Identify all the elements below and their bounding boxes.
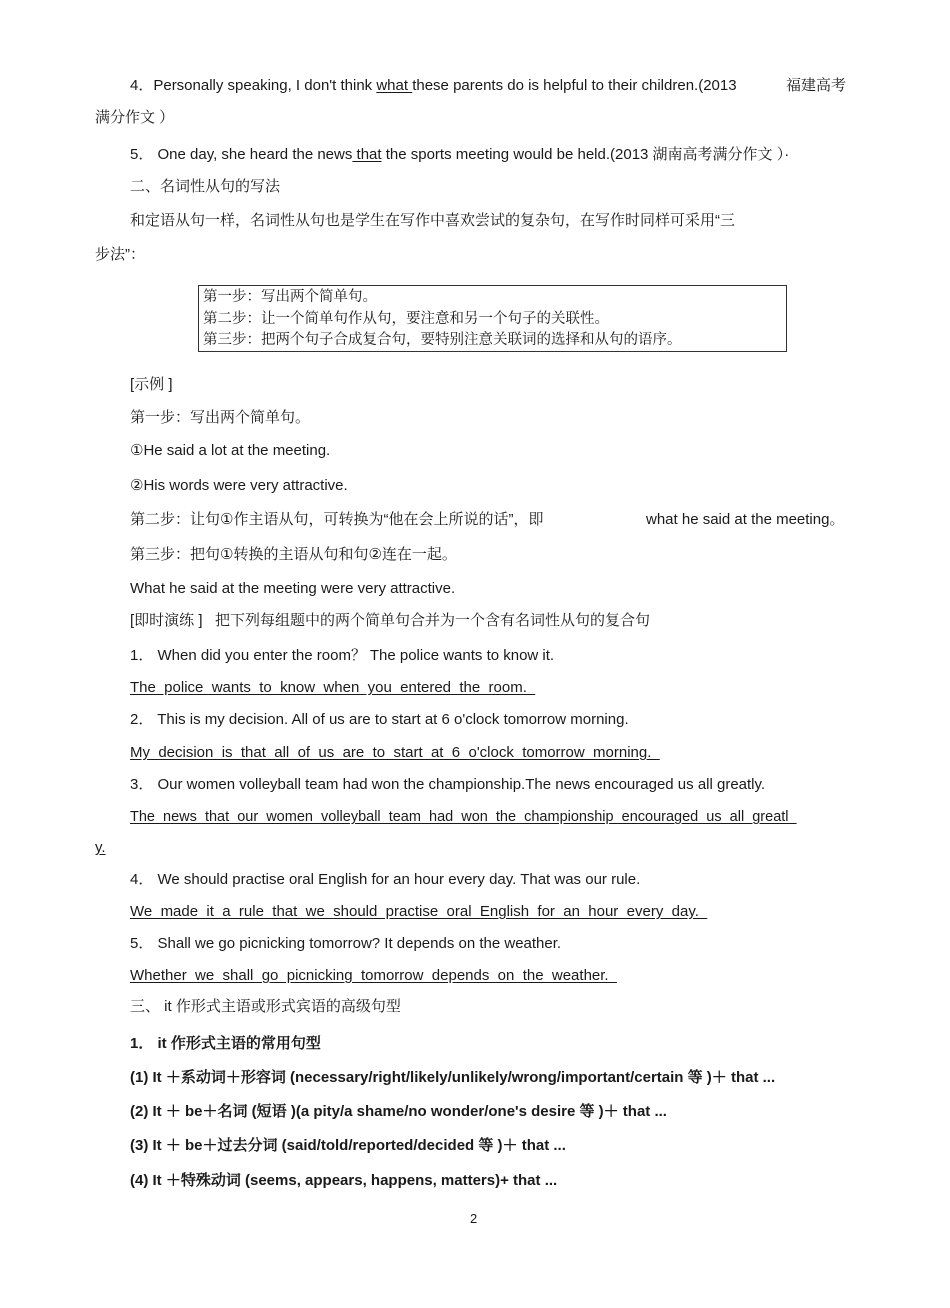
relative-word-that: that <box>352 146 382 163</box>
section-2-intro: 和定语从句一样，名词性从句也是学生在写作中喜欢尝试的复杂句，在写作时同样可采用“三 <box>130 212 735 229</box>
simple-sentence-a: ①He said a lot at the meeting. <box>130 442 331 459</box>
practice-answer-4: We made it a rule that we should practise oral English for an hour every day. <box>130 903 708 920</box>
practice-question-1: 1． When did you enter the room？ The police wants to know it. <box>130 647 555 664</box>
section-2-heading: 二、名词性从句的写法 <box>130 178 281 195</box>
pattern-2: (2) It ＋ be＋名词 (短语 )(a pity/a shame/no wonder/one's desire 等 )＋ that ... <box>130 1103 667 1120</box>
practice-question-5: 5． Shall we go picnicking tomorrow? It depends on the weather. <box>130 935 562 952</box>
practice-answer-3-continued: y. <box>95 839 106 856</box>
practice-question-3: 3． Our women volleyball team had won the championship.The news encouraged us all greatly. <box>130 776 766 793</box>
practice-answer-1: The police wants to know when you entered the room. <box>130 679 536 696</box>
example-sentence-4: 4．Personally speaking, I don't think what these parents do is helpful to their children.(2013 <box>130 77 737 94</box>
example-step-2-english: what he said at the meeting。 <box>646 511 845 528</box>
simple-sentence-b: ②His words were very attractive. <box>130 477 348 494</box>
pattern-4: (4) It ＋特殊动词 (seems, appears, happens, matters)+ that ... <box>130 1172 558 1189</box>
page-number: 2 <box>470 1211 478 1226</box>
practice-tag: [即时演练 ] <box>130 612 203 629</box>
pattern-3: (3) It ＋ be＋过去分词 (said/told/reported/decided 等 )＋ that ... <box>130 1137 566 1154</box>
section-2-intro-continued: 步法”： <box>95 246 145 263</box>
practice-answer-2: My decision is that all of us are to start at 6 o'clock tomorrow morning. <box>130 744 660 761</box>
practice-question-4: 4． We should practise oral English for an hour every day. That was our rule. <box>130 871 641 888</box>
practice-question-2: 2． This is my decision. All of us are to start at 6 o'clock tomorrow morning. <box>130 711 629 728</box>
box-step-2: 第二步：让一个简单句作从句，要注意和另一个句子的关联性。 <box>203 311 609 327</box>
practice-answer-5: Whether we shall go picnicking tomorrow depends on the weather. <box>130 967 617 984</box>
example-sentence-5: 5． One day, she heard the news that the sports meeting would be held.(2013 湖南高考满分作文 ）· <box>130 146 790 163</box>
example-step-2: 第二步：让句①作主语从句，可转换为“他在会上所说的话”，即 <box>130 511 544 528</box>
example-result: What he said at the meeting were very attractive. <box>130 580 456 597</box>
pattern-1: (1) It ＋系动词＋形容词 (necessary/right/likely/unlikely/wrong/important/certain 等 )＋ that ... <box>130 1069 776 1086</box>
relative-word-what: what <box>376 77 413 94</box>
example-step-3: 第三步：把句①转换的主语从句和句②连在一起。 <box>130 546 457 563</box>
box-step-3: 第三步：把两个句子合成复合句，要特别注意关联词的选择和从句的语序。 <box>203 332 682 348</box>
box-step-1: 第一步：写出两个简单句。 <box>203 289 377 305</box>
practice-description: 把下列每组题中的两个简单句合并为一个含有名词性从句的复合句 <box>215 612 651 629</box>
three-steps-box <box>198 285 787 352</box>
practice-answer-3: The news that our women volleyball team had won the championship encouraged us all greatl <box>130 809 797 825</box>
example-tag: [示例 ] <box>130 376 173 393</box>
example-sentence-4-continued: 满分作文 ） <box>95 109 175 126</box>
example-sentence-4-source: 福建高考 <box>786 77 847 94</box>
section-3-subheading: 1． it 作形式主语的常用句型 <box>130 1035 321 1052</box>
example-step-1: 第一步：写出两个简单句。 <box>130 409 311 426</box>
section-3-heading: 三、 it 作形式主语或形式宾语的高级句型 <box>130 998 401 1015</box>
practice-header <box>130 611 650 631</box>
